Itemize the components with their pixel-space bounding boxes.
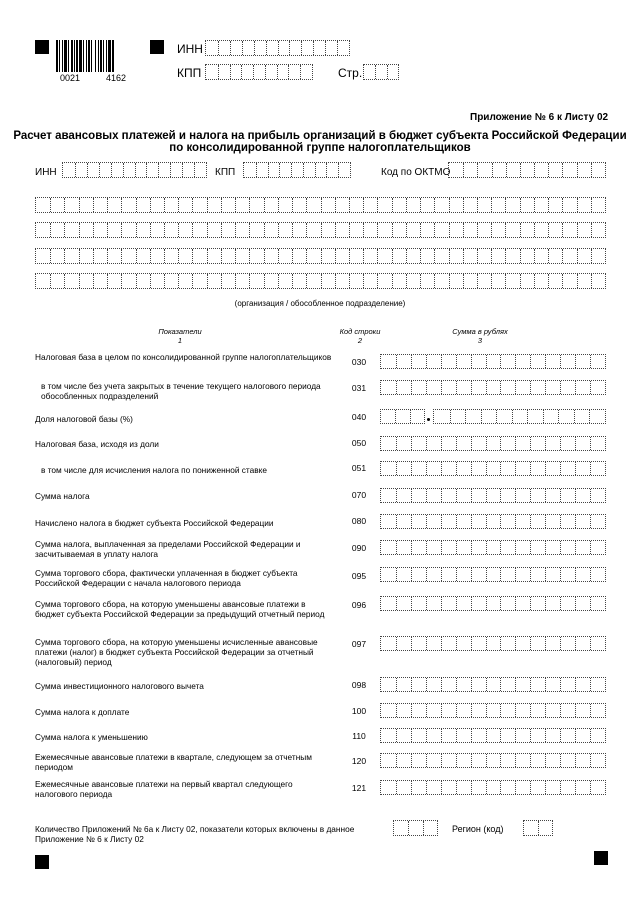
org-kpp-cells[interactable] <box>243 162 351 178</box>
row-code-120: 120 <box>351 756 367 766</box>
barcode-number-left: 0021 <box>60 73 81 83</box>
header-kpp-label: КПП <box>177 66 202 80</box>
row-value-051[interactable] <box>380 461 606 476</box>
row-value-110[interactable] <box>380 728 606 743</box>
header-inn-label: ИНН <box>177 42 203 56</box>
column-header-code-number: 2 <box>357 336 363 345</box>
corner-marker-bottom-right <box>594 851 608 865</box>
org-kpp-label: КПП <box>215 167 236 178</box>
row-text-080: Начислено налога в бюджет субъекта Российской Федерации <box>35 518 274 528</box>
row-code-031: 031 <box>351 383 367 393</box>
row-code-040: 040 <box>351 412 367 422</box>
oktmo-cells[interactable] <box>448 162 606 178</box>
org-name-row-4[interactable] <box>35 273 606 289</box>
row-text-030: Налоговая база в целом по консолидированной группе налогоплательщиков <box>35 352 332 362</box>
row-text-120: Ежемесячные авансовые платежи в квартале, следующем за отчетным периодом <box>35 752 312 772</box>
barcode <box>56 40 138 72</box>
row-text-098: Сумма инвестиционного налогового вычета <box>35 681 204 691</box>
org-name-row-1[interactable] <box>35 197 606 213</box>
row-value-095[interactable] <box>380 567 606 582</box>
row-code-030: 030 <box>351 357 367 367</box>
row-value-096[interactable] <box>380 596 606 611</box>
header-inn-cells[interactable] <box>205 40 350 56</box>
row-value-030[interactable] <box>380 354 606 369</box>
row-code-051: 051 <box>351 463 367 473</box>
row-text-110: Сумма налога к уменьшению <box>35 732 148 742</box>
row-value-050[interactable] <box>380 436 606 451</box>
column-header-indicators <box>130 327 230 345</box>
row-code-080: 080 <box>351 516 367 526</box>
row-value-031[interactable] <box>380 380 606 395</box>
row-text-090: Сумма налога, выплаченная за пределами Российской Федерации и засчитываемая в уплату налога <box>35 539 301 559</box>
org-inn-label: ИНН <box>35 167 57 178</box>
row-text-095: Сумма торгового сбора, фактически уплаченная в бюджет субъекта Российской Федерации с начала налогового периода <box>35 568 298 588</box>
column-header-sum <box>430 327 530 345</box>
row-text-097: Сумма торгового сбора, на которую уменьшены исчисленные авансовые платежи (налог) в бюджет субъекта Российской Федерации за отчетный (налоговый) период <box>35 637 318 667</box>
barcode-number-right: 4162 <box>106 73 127 83</box>
row-code-097: 097 <box>351 639 367 649</box>
row-value-070[interactable] <box>380 488 606 503</box>
row-code-096: 096 <box>351 600 367 610</box>
header-kpp-cells[interactable] <box>205 64 313 80</box>
row-value-080[interactable] <box>380 514 606 529</box>
region-code-cells[interactable] <box>523 820 553 836</box>
row-text-051: в том числе для исчисления налога по пониженной ставке <box>41 465 267 475</box>
appendix-count-label: Количество Приложений № 6а к Листу 02, показатели которых включены в данное Приложение № 6 к Листу 02 <box>35 824 355 844</box>
row-code-100: 100 <box>351 706 367 716</box>
column-header-code <box>325 327 395 345</box>
row-text-040: Доля налоговой базы (%) <box>35 414 133 424</box>
row-value-040-frac[interactable] <box>433 409 606 424</box>
row-value-090[interactable] <box>380 540 606 555</box>
row-code-121: 121 <box>351 783 367 793</box>
org-name-row-2[interactable] <box>35 222 606 238</box>
region-label: Регион (код) <box>452 824 504 834</box>
row-text-031: в том числе без учета закрытых в течение текущего налогового периода обособленных подразделений <box>41 381 321 401</box>
oktmo-label: Код по ОКТМО <box>381 167 451 178</box>
row-value-040-int[interactable] <box>380 409 425 424</box>
row-code-070: 070 <box>351 490 367 500</box>
column-header-sum-number: 3 <box>477 336 483 345</box>
row-code-098: 098 <box>351 680 367 690</box>
column-header-indicators-label: Показатели <box>158 327 202 336</box>
row-value-120[interactable] <box>380 753 606 768</box>
appendix-count-cells[interactable] <box>393 820 438 836</box>
form-title-line1: Расчет авансовых платежей и налога на прибыль организаций в бюджет субъекта Российской Федерации <box>13 130 627 142</box>
org-name-caption: (организация / обособленное подразделение) <box>234 299 406 308</box>
row-text-070: Сумма налога <box>35 491 90 501</box>
header-page-cells[interactable] <box>363 64 399 80</box>
column-header-code-label: Код строки <box>339 327 381 336</box>
corner-marker-top-right <box>150 40 164 54</box>
header-page-label: Стр. <box>338 66 363 80</box>
row-code-095: 095 <box>351 571 367 581</box>
column-header-sum-label: Сумма в рублях <box>452 327 508 336</box>
row-code-110: 110 <box>352 731 366 741</box>
row-value-121[interactable] <box>380 780 606 795</box>
row-text-100: Сумма налога к доплате <box>35 707 130 717</box>
row-text-096: Сумма торгового сбора, на которую уменьшены авансовые платежи в бюджет субъекта Российской Федерации за предыдущий отчетный период <box>35 599 325 619</box>
appendix-reference: Приложение № 6 к Листу 02 <box>470 112 609 123</box>
row-value-100[interactable] <box>380 703 606 718</box>
row-text-121: Ежемесячные авансовые платежи на первый квартал следующего налогового периода <box>35 779 293 799</box>
corner-marker-top-left <box>35 40 49 54</box>
form-title-line2: по консолидированной группе налогоплательщиков <box>169 142 471 154</box>
decimal-point <box>427 418 430 421</box>
org-inn-cells[interactable] <box>62 162 207 178</box>
row-text-050: Налоговая база, исходя из доли <box>35 439 159 449</box>
row-value-097[interactable] <box>380 636 606 651</box>
row-code-050: 050 <box>351 438 367 448</box>
row-code-090: 090 <box>351 543 367 553</box>
corner-marker-bottom-left <box>35 855 49 869</box>
row-value-098[interactable] <box>380 677 606 692</box>
org-name-row-3[interactable] <box>35 248 606 264</box>
column-header-indicators-number: 1 <box>177 336 183 345</box>
